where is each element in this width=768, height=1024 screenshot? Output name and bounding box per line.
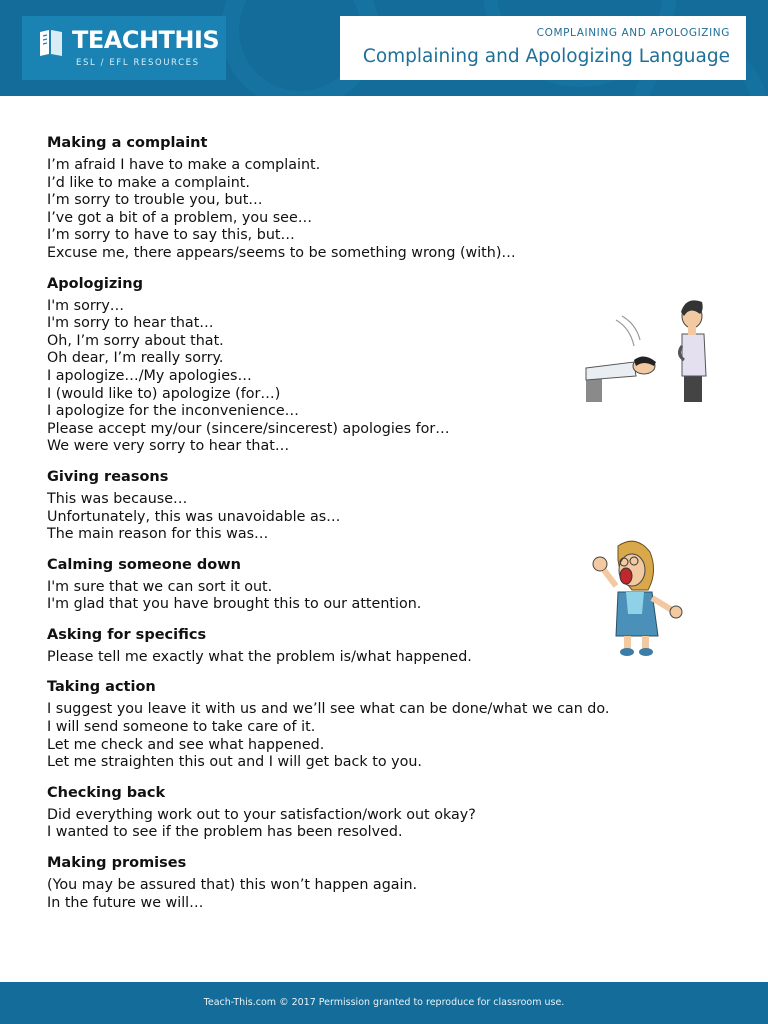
phrase: Please tell me exactly what the problem is/what happened. [47,648,472,665]
section-heading: Calming someone down [47,556,241,573]
section-heading: Taking action [47,679,156,696]
section-taking-action [47,677,687,771]
phrase: I apologize for the inconvenience… [47,403,299,420]
phrase: Did everything work out to your satisfaction/work out okay? [47,806,476,823]
book-icon [36,28,66,58]
logo[interactable] [22,16,226,80]
phrase: I apologize…/My apologies… [47,367,252,384]
phrase: In the future we will… [47,894,204,911]
page-header [0,0,768,96]
section-checking-back [47,783,687,842]
phrase: I’m sorry to have to say this, but… [47,227,295,244]
logo-text: TEACHTHIS [72,26,220,54]
phrase: Unfortunately, this was unavoidable as… [47,508,341,525]
section-heading: Making promises [47,855,187,872]
apology-illustration [578,290,718,406]
phrase: Please accept my/our (sincere/sincerest) apologies for… [47,420,450,437]
phrase: Oh dear, I’m really sorry. [47,350,224,367]
phrase: Let me straighten this out and I will get back to you. [47,754,422,771]
phrase: I'm sorry… [47,297,125,314]
page-footer [0,982,768,1024]
section-heading: Apologizing [47,275,143,292]
section-heading: Giving reasons [47,468,169,485]
phrase: I’m afraid I have to make a complaint. [47,157,321,173]
complaining-woman-illustration [588,536,688,658]
page-title: Complaining and Apologizing Language [362,46,730,67]
section-giving-reasons [47,467,687,544]
phrase: I suggest you leave it with us and we’ll see what can be done/what we can do. [47,701,610,718]
phrase: I'm sure that we can sort it out. [47,578,273,595]
phrase: Let me check and see what happened. [47,736,325,753]
phrase: The main reason for this was… [47,526,269,543]
phrase: I'm glad that you have brought this to our attention. [47,596,422,613]
section-making-complaint [47,133,687,263]
phrase: I’d like to make a complaint. [47,174,250,191]
phrase: (You may be assured that) this won’t happen again. [47,877,418,894]
phrase: I (would like to) apologize (for…) [47,385,281,402]
logo-subtitle: ESL / EFL RESOURCES [76,58,200,68]
phrase: I wanted to see if the problem has been resolved. [47,824,403,841]
section-heading: Making a complaint [47,135,208,151]
title-box [340,16,746,80]
phrase: I will send someone to take care of it. [47,719,316,736]
worksheet-content [47,133,687,912]
phrase: I’m sorry to trouble you, but… [47,192,263,209]
phrase: Excuse me, there appears/seems to be something wrong (with)… [47,244,516,261]
section-heading: Asking for specifics [47,626,207,643]
phrase: I'm sorry to hear that… [47,315,214,332]
phrase: Oh, I’m sorry about that. [47,332,224,349]
footer-copyright: Teach-This.com © 2017 Permission granted to reproduce for classroom use. [203,997,565,1008]
phrase: I’ve got a bit of a problem, you see… [47,209,313,226]
section-heading: Checking back [47,784,166,801]
worksheet-category: COMPLAINING AND APOLOGIZING [536,27,730,39]
section-making-promises [47,853,687,912]
phrase: We were very sorry to hear that… [47,438,290,455]
phrase: This was because… [47,490,188,507]
